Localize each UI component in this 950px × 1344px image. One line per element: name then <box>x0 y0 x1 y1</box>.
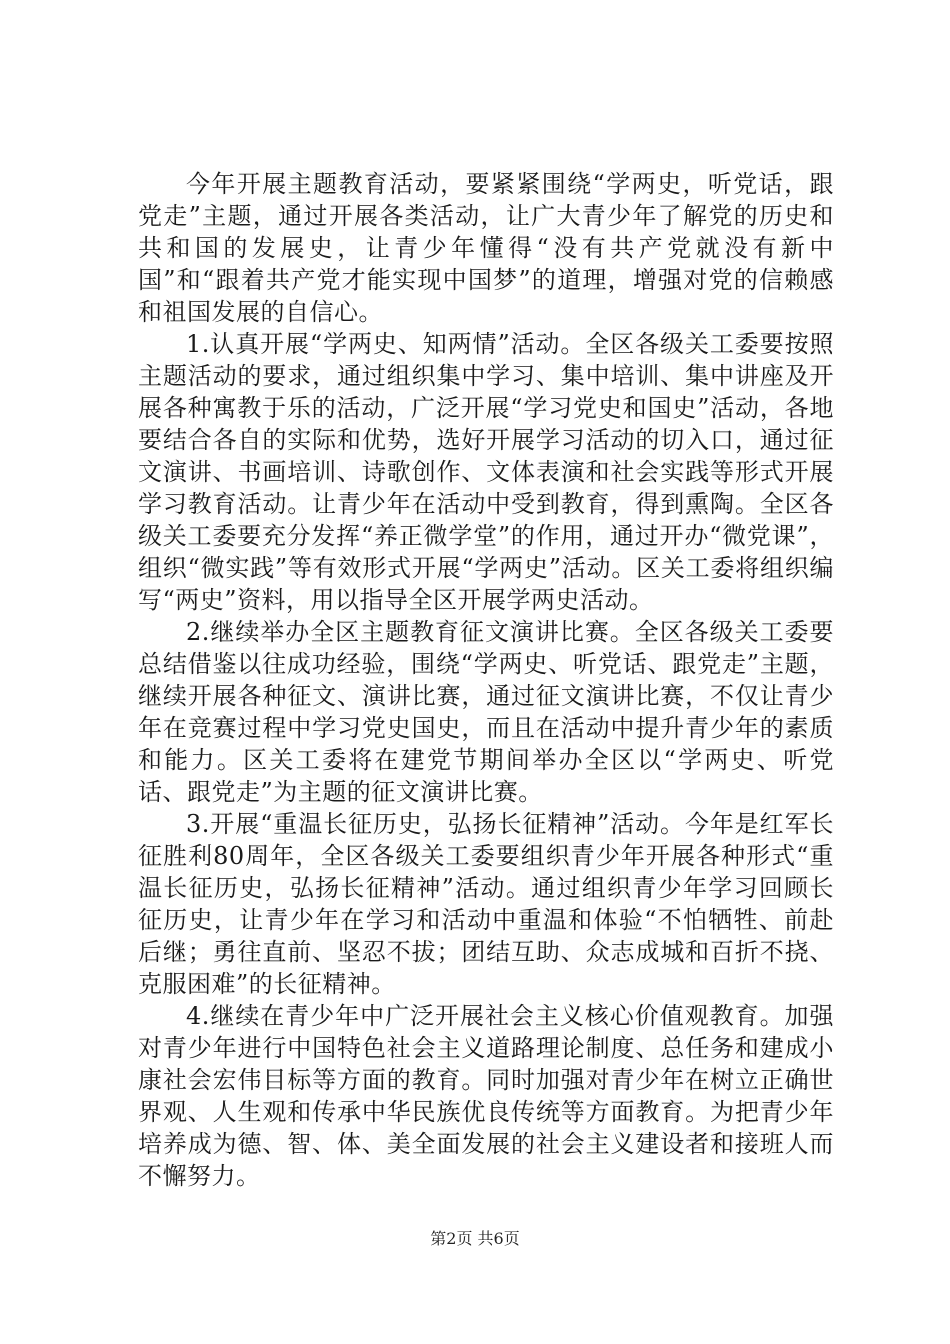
paragraph-item-3: 3.开展“重温长征历史，弘扬长征精神”活动。今年是红军长征胜利80周年，全区各级关工委要组织青少年开展各种形式“重温长征历史，弘扬长征精神”活动。通过组织青少年学习回顾长征历史，让青少年在学习和活动中重温和体验“不怕牺牲、前赴后继；勇往直前、坚忍不拔；团结互助、众志成城和百折不挠、克服困难”的长征精神。 <box>138 810 834 998</box>
paragraph-item-2: 2.继续举办全区主题教育征文演讲比赛。全区各级关工委要总结借鉴以往成功经验，围绕“学两史、听党话、跟党走”主题，继续开展各种征文、演讲比赛，通过征文演讲比赛，不仅让青少年在竞赛过程中学习党史国史，而且在活动中提升青少年的素质和能力。区关工委将在建党节期间举办全区以“学两史、听党话、跟党走”为主题的征文演讲比赛。 <box>138 618 834 806</box>
paragraph-item-1: 1.认真开展“学两史、知两情”活动。全区各级关工委要按照主题活动的要求，通过组织集中学习、集中培训、集中讲座及开展各种寓教于乐的活动，广泛开展“学习党史和国史”活动，各地要结合各自的实际和优势，选好开展学习活动的切入口，通过征文演讲、书画培训、诗歌创作、文体表演和社会实践等形式开展学习教育活动。让青少年在活动中受到教育，得到熏陶。全区各级关工委要充分发挥“养正微学堂”的作用，通过开办“微党课”，组织“微实践”等有效形式开展“学两史”活动。区关工委将组织编写“两史”资料，用以指导全区开展学两史活动。 <box>138 330 834 614</box>
document-body <box>138 168 834 1192</box>
paragraph-item-4: 4.继续在青少年中广泛开展社会主义核心价值观教育。加强对青少年进行中国特色社会主义道路理论制度、总任务和建成小康社会宏伟目标等方面的教育。同时加强对青少年在树立正确世界观、人生观和传承中华民族优良传统等方面教育。为把青少年培养成为德、智、体、美全面发展的社会主义建设者和接班人而不懈努力。 <box>138 1002 834 1190</box>
paragraph-intro: 今年开展主题教育活动，要紧紧围绕“学两史，听党话，跟党走”主题，通过开展各类活动，让广大青少年了解党的历史和共和国的发展史，让青少年懂得“没有共产党就没有新中国”和“跟着共产党才能实现中国梦”的道理，增强对党的信赖感和祖国发展的自信心。 <box>138 170 834 326</box>
page-number-footer: 第2页 共6页 <box>430 1229 520 1248</box>
